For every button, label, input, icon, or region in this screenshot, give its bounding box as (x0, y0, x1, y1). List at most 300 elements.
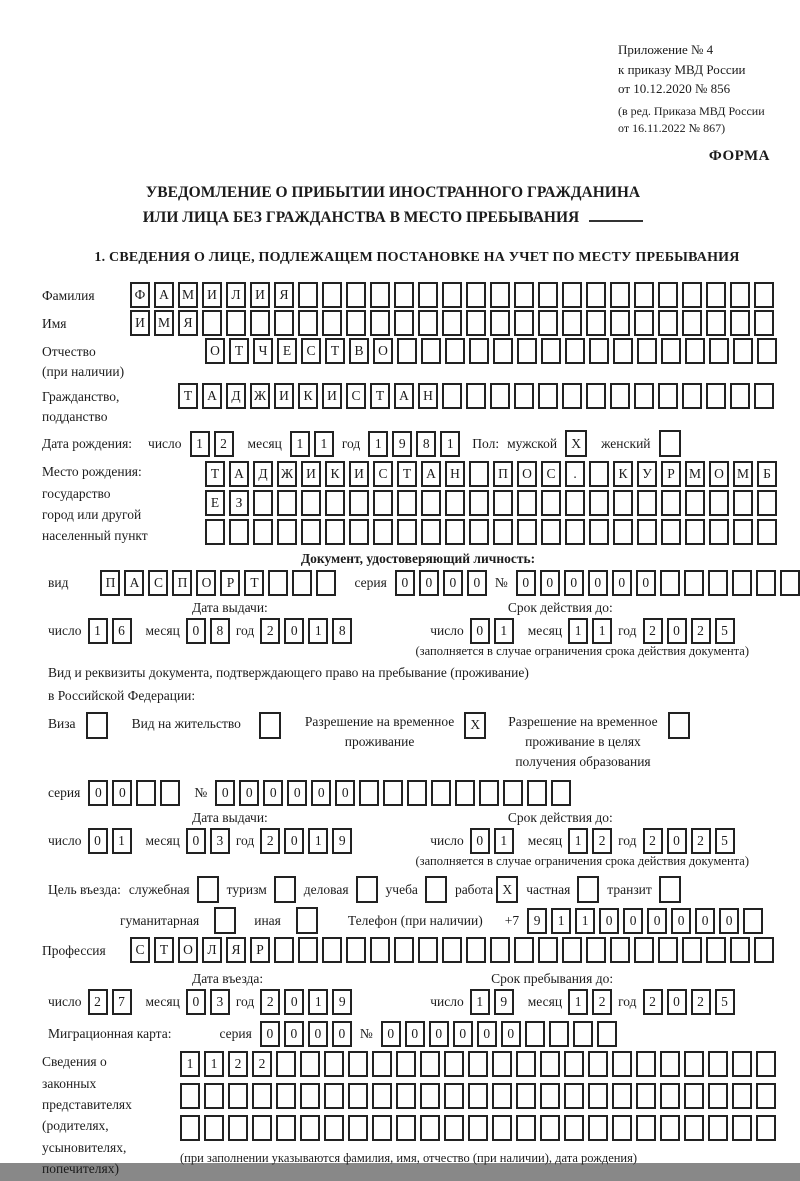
box-cell (490, 310, 510, 336)
box-cell: 2 (260, 989, 280, 1015)
box-cell (349, 490, 369, 516)
stay-month-boxes (568, 989, 612, 1015)
box-cell: 0 (112, 780, 132, 806)
box-cell (469, 461, 489, 487)
box-cell: Р (250, 937, 270, 963)
expiry-year-boxes (643, 618, 735, 644)
box-cell: 2 (643, 989, 663, 1015)
box-cell (420, 1051, 440, 1077)
birth-month-boxes (290, 431, 334, 457)
day-label: число (430, 622, 464, 638)
box-cell: 1 (470, 989, 490, 1015)
box-cell: 1 (368, 431, 388, 457)
box-cell: 0 (284, 989, 304, 1015)
year-label: год (618, 994, 637, 1010)
box-cell (636, 1051, 656, 1077)
box-cell: 5 (715, 989, 735, 1015)
visa-label: Виза (48, 715, 76, 731)
box-cell: 0 (453, 1021, 473, 1047)
box-cell (418, 310, 438, 336)
number-label: № (494, 574, 508, 590)
box-cell (588, 1051, 608, 1077)
box-cell (709, 338, 729, 364)
box-cell: 0 (477, 1021, 497, 1047)
box-cell (396, 1051, 416, 1077)
box-cell: 3 (210, 989, 230, 1015)
visit-purpose-row2 (48, 907, 794, 934)
box-cell (682, 937, 702, 963)
sex-female-label: женский (601, 435, 651, 451)
box-cell (658, 282, 678, 308)
box-cell: 1 (568, 989, 588, 1015)
box-cell (503, 780, 523, 806)
box-cell (685, 338, 705, 364)
box-cell: 5 (715, 618, 735, 644)
box-cell: Я (226, 937, 246, 963)
box-cell (493, 490, 513, 516)
appendix-block (618, 40, 765, 137)
box-cell (514, 937, 534, 963)
box-cell: 0 (284, 828, 304, 854)
box-cell (562, 310, 582, 336)
issue-month-boxes (186, 828, 230, 854)
box-cell: М (154, 310, 174, 336)
box-cell (743, 908, 763, 934)
box-cell (661, 338, 681, 364)
year-label: год (341, 435, 361, 451)
box-cell: 2 (643, 618, 663, 644)
box-cell (589, 519, 609, 545)
box-cell: 0 (501, 1021, 521, 1047)
box-cell: 0 (88, 828, 108, 854)
box-cell (589, 338, 609, 364)
box-cell (708, 1115, 728, 1141)
residence-doc-date-headings (42, 810, 794, 828)
box-cell (733, 519, 753, 545)
box-cell: 0 (671, 908, 691, 934)
box-cell: 0 (599, 908, 619, 934)
box-cell: 1 (204, 1051, 224, 1077)
box-cell: 2 (228, 1051, 248, 1077)
box-cell: 2 (88, 989, 108, 1015)
box-cell (418, 282, 438, 308)
box-cell: Ж (250, 383, 270, 409)
box-cell (658, 310, 678, 336)
box-cell (565, 490, 585, 516)
box-cell: А (124, 570, 144, 596)
box-cell: 9 (494, 989, 514, 1015)
box-cell: 1 (290, 431, 310, 457)
residence-number-boxes (215, 780, 571, 806)
box-cell: 0 (186, 989, 206, 1015)
box-cell (586, 282, 606, 308)
box-cell (636, 1115, 656, 1141)
residence-doc-series-row (48, 780, 794, 806)
box-cell: 1 (180, 1051, 200, 1077)
expiry-date-heading: Срок действия до: (507, 810, 613, 826)
box-cell (397, 490, 417, 516)
box-cell (372, 1115, 392, 1141)
box-cell (197, 876, 219, 903)
box-cell (202, 310, 222, 336)
box-cell: М (733, 461, 753, 487)
birth-place-line3 (205, 519, 777, 545)
edu-permit-label: Разрешение на временное проживание в целях получения образования (508, 713, 658, 770)
purpose-option: туризм (227, 876, 296, 903)
box-cell: И (301, 461, 321, 487)
box-cell (708, 1051, 728, 1077)
box-cell: П (100, 570, 120, 596)
box-cell: К (298, 383, 318, 409)
box-cell (300, 1083, 320, 1109)
month-label: месяц (527, 994, 563, 1010)
box-cell (514, 282, 534, 308)
box-cell: С (130, 937, 150, 963)
box-cell (756, 1051, 776, 1077)
phone-label: Телефон (при наличии) (347, 912, 483, 928)
box-cell (205, 519, 225, 545)
box-cell: 0 (516, 570, 536, 596)
visit-purpose-label: Цель въезда: (48, 881, 121, 897)
box-cell: 0 (667, 989, 687, 1015)
box-cell: С (541, 461, 561, 487)
box-cell (86, 712, 108, 739)
form-title (0, 181, 786, 231)
box-cell (228, 1115, 248, 1141)
box-cell: 2 (592, 989, 612, 1015)
box-cell (659, 430, 681, 457)
box-cell (396, 1083, 416, 1109)
box-cell (780, 570, 800, 596)
box-cell (301, 519, 321, 545)
box-cell (733, 338, 753, 364)
box-cell (610, 282, 630, 308)
box-cell: 0 (588, 570, 608, 596)
box-cell: 0 (395, 570, 415, 596)
identity-doc-date-headings (42, 600, 794, 618)
box-cell: 9 (392, 431, 412, 457)
box-cell: 8 (332, 618, 352, 644)
box-cell (682, 282, 702, 308)
box-cell (658, 937, 678, 963)
year-label: год (235, 622, 255, 638)
box-cell: 0 (667, 618, 687, 644)
issue-date-heading: Дата выдачи: (192, 599, 268, 615)
box-cell: Р (661, 461, 681, 487)
box-cell (517, 490, 537, 516)
representatives-line1 (180, 1051, 776, 1077)
box-cell: 0 (186, 828, 206, 854)
entry-year-boxes (260, 989, 352, 1015)
doc-kind-boxes (100, 570, 336, 596)
surname-boxes (130, 282, 774, 308)
box-cell: 8 (210, 618, 230, 644)
profession-label: Профессия (42, 943, 106, 959)
box-cell (300, 1051, 320, 1077)
phone-prefix: +7 (504, 912, 520, 928)
box-cell (348, 1051, 368, 1077)
box-cell (588, 1083, 608, 1109)
purpose-checkbox (356, 876, 378, 903)
box-cell (709, 490, 729, 516)
box-cell (268, 570, 288, 596)
box-cell: 1 (88, 618, 108, 644)
box-cell (562, 383, 582, 409)
birth-date-row (42, 430, 794, 457)
number-label: № (359, 1026, 373, 1042)
box-cell (612, 1083, 632, 1109)
box-cell: О (709, 461, 729, 487)
box-cell (493, 519, 513, 545)
day-label: число (48, 833, 82, 849)
box-cell: Ч (253, 338, 273, 364)
box-cell (682, 383, 702, 409)
box-cell (538, 937, 558, 963)
box-cell: А (154, 282, 174, 308)
residence-permit-checkbox (259, 712, 281, 739)
box-cell: О (205, 338, 225, 364)
box-cell (754, 383, 774, 409)
box-cell: Н (418, 383, 438, 409)
birth-place-line1 (205, 461, 777, 487)
box-cell: 3 (210, 828, 230, 854)
box-cell (372, 1083, 392, 1109)
box-cell: 1 (190, 431, 210, 457)
box-cell (517, 338, 537, 364)
box-cell (252, 1083, 272, 1109)
box-cell (562, 282, 582, 308)
box-cell: А (229, 461, 249, 487)
box-cell (324, 1115, 344, 1141)
box-cell: 5 (715, 828, 735, 854)
box-cell: И (250, 282, 270, 308)
box-cell (356, 876, 378, 903)
box-cell: Т (154, 937, 174, 963)
box-cell (565, 519, 585, 545)
box-cell (180, 1115, 200, 1141)
issue-month-boxes (186, 618, 230, 644)
box-cell (346, 937, 366, 963)
box-cell (562, 937, 582, 963)
box-cell (586, 383, 606, 409)
box-cell: Л (202, 937, 222, 963)
box-cell (490, 282, 510, 308)
purpose-checkbox (214, 907, 236, 934)
box-cell (685, 490, 705, 516)
representatives-note: (при заполнении указываются фамилия, имя, отчество (при наличии), дата рождения) (180, 1151, 638, 1166)
box-cell (637, 490, 657, 516)
box-cell (445, 338, 465, 364)
entry-month-boxes (186, 989, 230, 1015)
box-cell (274, 876, 296, 903)
purpose-option: учеба (386, 876, 447, 903)
box-cell: Д (226, 383, 246, 409)
box-cell: 0 (667, 828, 687, 854)
box-cell: 0 (381, 1021, 401, 1047)
box-cell (442, 937, 462, 963)
visit-purpose-row (48, 876, 794, 903)
box-cell (564, 1051, 584, 1077)
box-cell (732, 570, 752, 596)
box-cell: 0 (429, 1021, 449, 1047)
box-cell (431, 780, 451, 806)
box-cell: 0 (335, 780, 355, 806)
box-cell: 6 (112, 618, 132, 644)
box-cell (252, 1115, 272, 1141)
box-cell: А (394, 383, 414, 409)
box-cell: 0 (636, 570, 656, 596)
box-cell: К (325, 461, 345, 487)
box-cell: Т (397, 461, 417, 487)
box-cell: 1 (440, 431, 460, 457)
purpose-checkbox (197, 876, 219, 903)
month-label: месяц (145, 833, 180, 849)
box-cell: 9 (527, 908, 547, 934)
box-cell (586, 937, 606, 963)
box-cell: 0 (719, 908, 739, 934)
box-cell (754, 282, 774, 308)
month-label: месяц (527, 622, 563, 638)
box-cell (538, 383, 558, 409)
citizenship-boxes (178, 383, 774, 409)
box-cell (525, 1021, 545, 1047)
box-cell: Т (370, 383, 390, 409)
purpose-option: работа X (455, 876, 518, 903)
box-cell (634, 310, 654, 336)
series-label: серия (219, 1026, 252, 1042)
box-cell (214, 907, 236, 934)
given-name-boxes (130, 310, 774, 336)
expiry-month-boxes (568, 828, 612, 854)
box-cell (325, 490, 345, 516)
box-cell: 0 (284, 1021, 304, 1047)
box-cell (708, 570, 728, 596)
representatives-row (42, 1051, 794, 1179)
box-cell: Т (229, 338, 249, 364)
box-cell (588, 1115, 608, 1141)
box-cell (612, 1051, 632, 1077)
box-cell: 1 (592, 618, 612, 644)
box-cell (597, 1021, 617, 1047)
box-cell: О (373, 338, 393, 364)
box-cell (754, 937, 774, 963)
given-name-label: Имя (42, 316, 67, 331)
box-cell (421, 519, 441, 545)
box-cell (442, 383, 462, 409)
box-cell: 1 (112, 828, 132, 854)
identity-doc-row (48, 570, 794, 596)
representatives-line2 (180, 1083, 776, 1109)
box-cell (540, 1115, 560, 1141)
citizenship-row (42, 383, 794, 426)
box-cell (730, 282, 750, 308)
box-cell (682, 310, 702, 336)
box-cell: Я (178, 310, 198, 336)
box-cell (634, 383, 654, 409)
box-cell (756, 1083, 776, 1109)
box-cell (324, 1083, 344, 1109)
patronymic-row (42, 338, 794, 381)
box-cell (706, 310, 726, 336)
box-cell (661, 490, 681, 516)
box-cell (445, 519, 465, 545)
appendix-line: от 10.12.2020 № 856 (618, 81, 731, 96)
box-cell: 0 (308, 1021, 328, 1047)
expiry-year-boxes (643, 828, 735, 854)
box-cell (730, 937, 750, 963)
representatives-grid (180, 1051, 776, 1166)
box-cell (634, 282, 654, 308)
residence-permit-label: Вид на жительство (131, 715, 241, 731)
box-cell: 2 (691, 618, 711, 644)
box-cell: 2 (214, 431, 234, 457)
purpose-checkbox (296, 907, 318, 934)
profession-boxes (130, 937, 774, 963)
box-cell: 0 (284, 618, 304, 644)
box-cell: 0 (564, 570, 584, 596)
box-cell (516, 1051, 536, 1077)
box-cell (527, 780, 547, 806)
box-cell: 0 (467, 570, 487, 596)
purpose-option: частная (526, 876, 599, 903)
box-cell (226, 310, 246, 336)
box-cell (298, 310, 318, 336)
box-cell (684, 570, 704, 596)
box-cell: И (322, 383, 342, 409)
box-cell (394, 937, 414, 963)
birth-place-grid (205, 461, 777, 545)
box-cell (660, 1115, 680, 1141)
box-cell (322, 310, 342, 336)
box-cell (420, 1115, 440, 1141)
box-cell (573, 1021, 593, 1047)
box-cell: Е (277, 338, 297, 364)
issue-year-boxes (260, 618, 352, 644)
day-label: число (430, 994, 464, 1010)
box-cell (276, 1083, 296, 1109)
purpose-option: гуманитарная (120, 907, 236, 934)
box-cell (277, 490, 297, 516)
box-cell: Л (226, 282, 246, 308)
box-cell (589, 461, 609, 487)
year-label: год (618, 833, 637, 849)
box-cell (668, 712, 690, 739)
purpose-checkbox (425, 876, 447, 903)
issue-day-boxes (88, 618, 132, 644)
entry-day-boxes (88, 989, 132, 1015)
blank-underline (589, 206, 643, 222)
purpose-checkbox (496, 876, 518, 903)
sex-label: Пол: (472, 435, 500, 451)
box-cell (613, 490, 633, 516)
purpose-checkbox (659, 876, 681, 903)
residence-series-boxes (88, 780, 180, 806)
box-cell (613, 519, 633, 545)
entry-dates-row (48, 989, 794, 1015)
box-cell: О (196, 570, 216, 596)
birth-place-line2 (205, 490, 777, 516)
box-cell: 0 (186, 618, 206, 644)
box-cell: Р (220, 570, 240, 596)
box-cell: 0 (88, 780, 108, 806)
box-cell: 0 (647, 908, 667, 934)
number-label: № (194, 785, 208, 801)
box-cell: Т (205, 461, 225, 487)
migration-card-row (48, 1021, 794, 1047)
box-cell (418, 937, 438, 963)
box-cell (322, 937, 342, 963)
box-cell (516, 1115, 536, 1141)
